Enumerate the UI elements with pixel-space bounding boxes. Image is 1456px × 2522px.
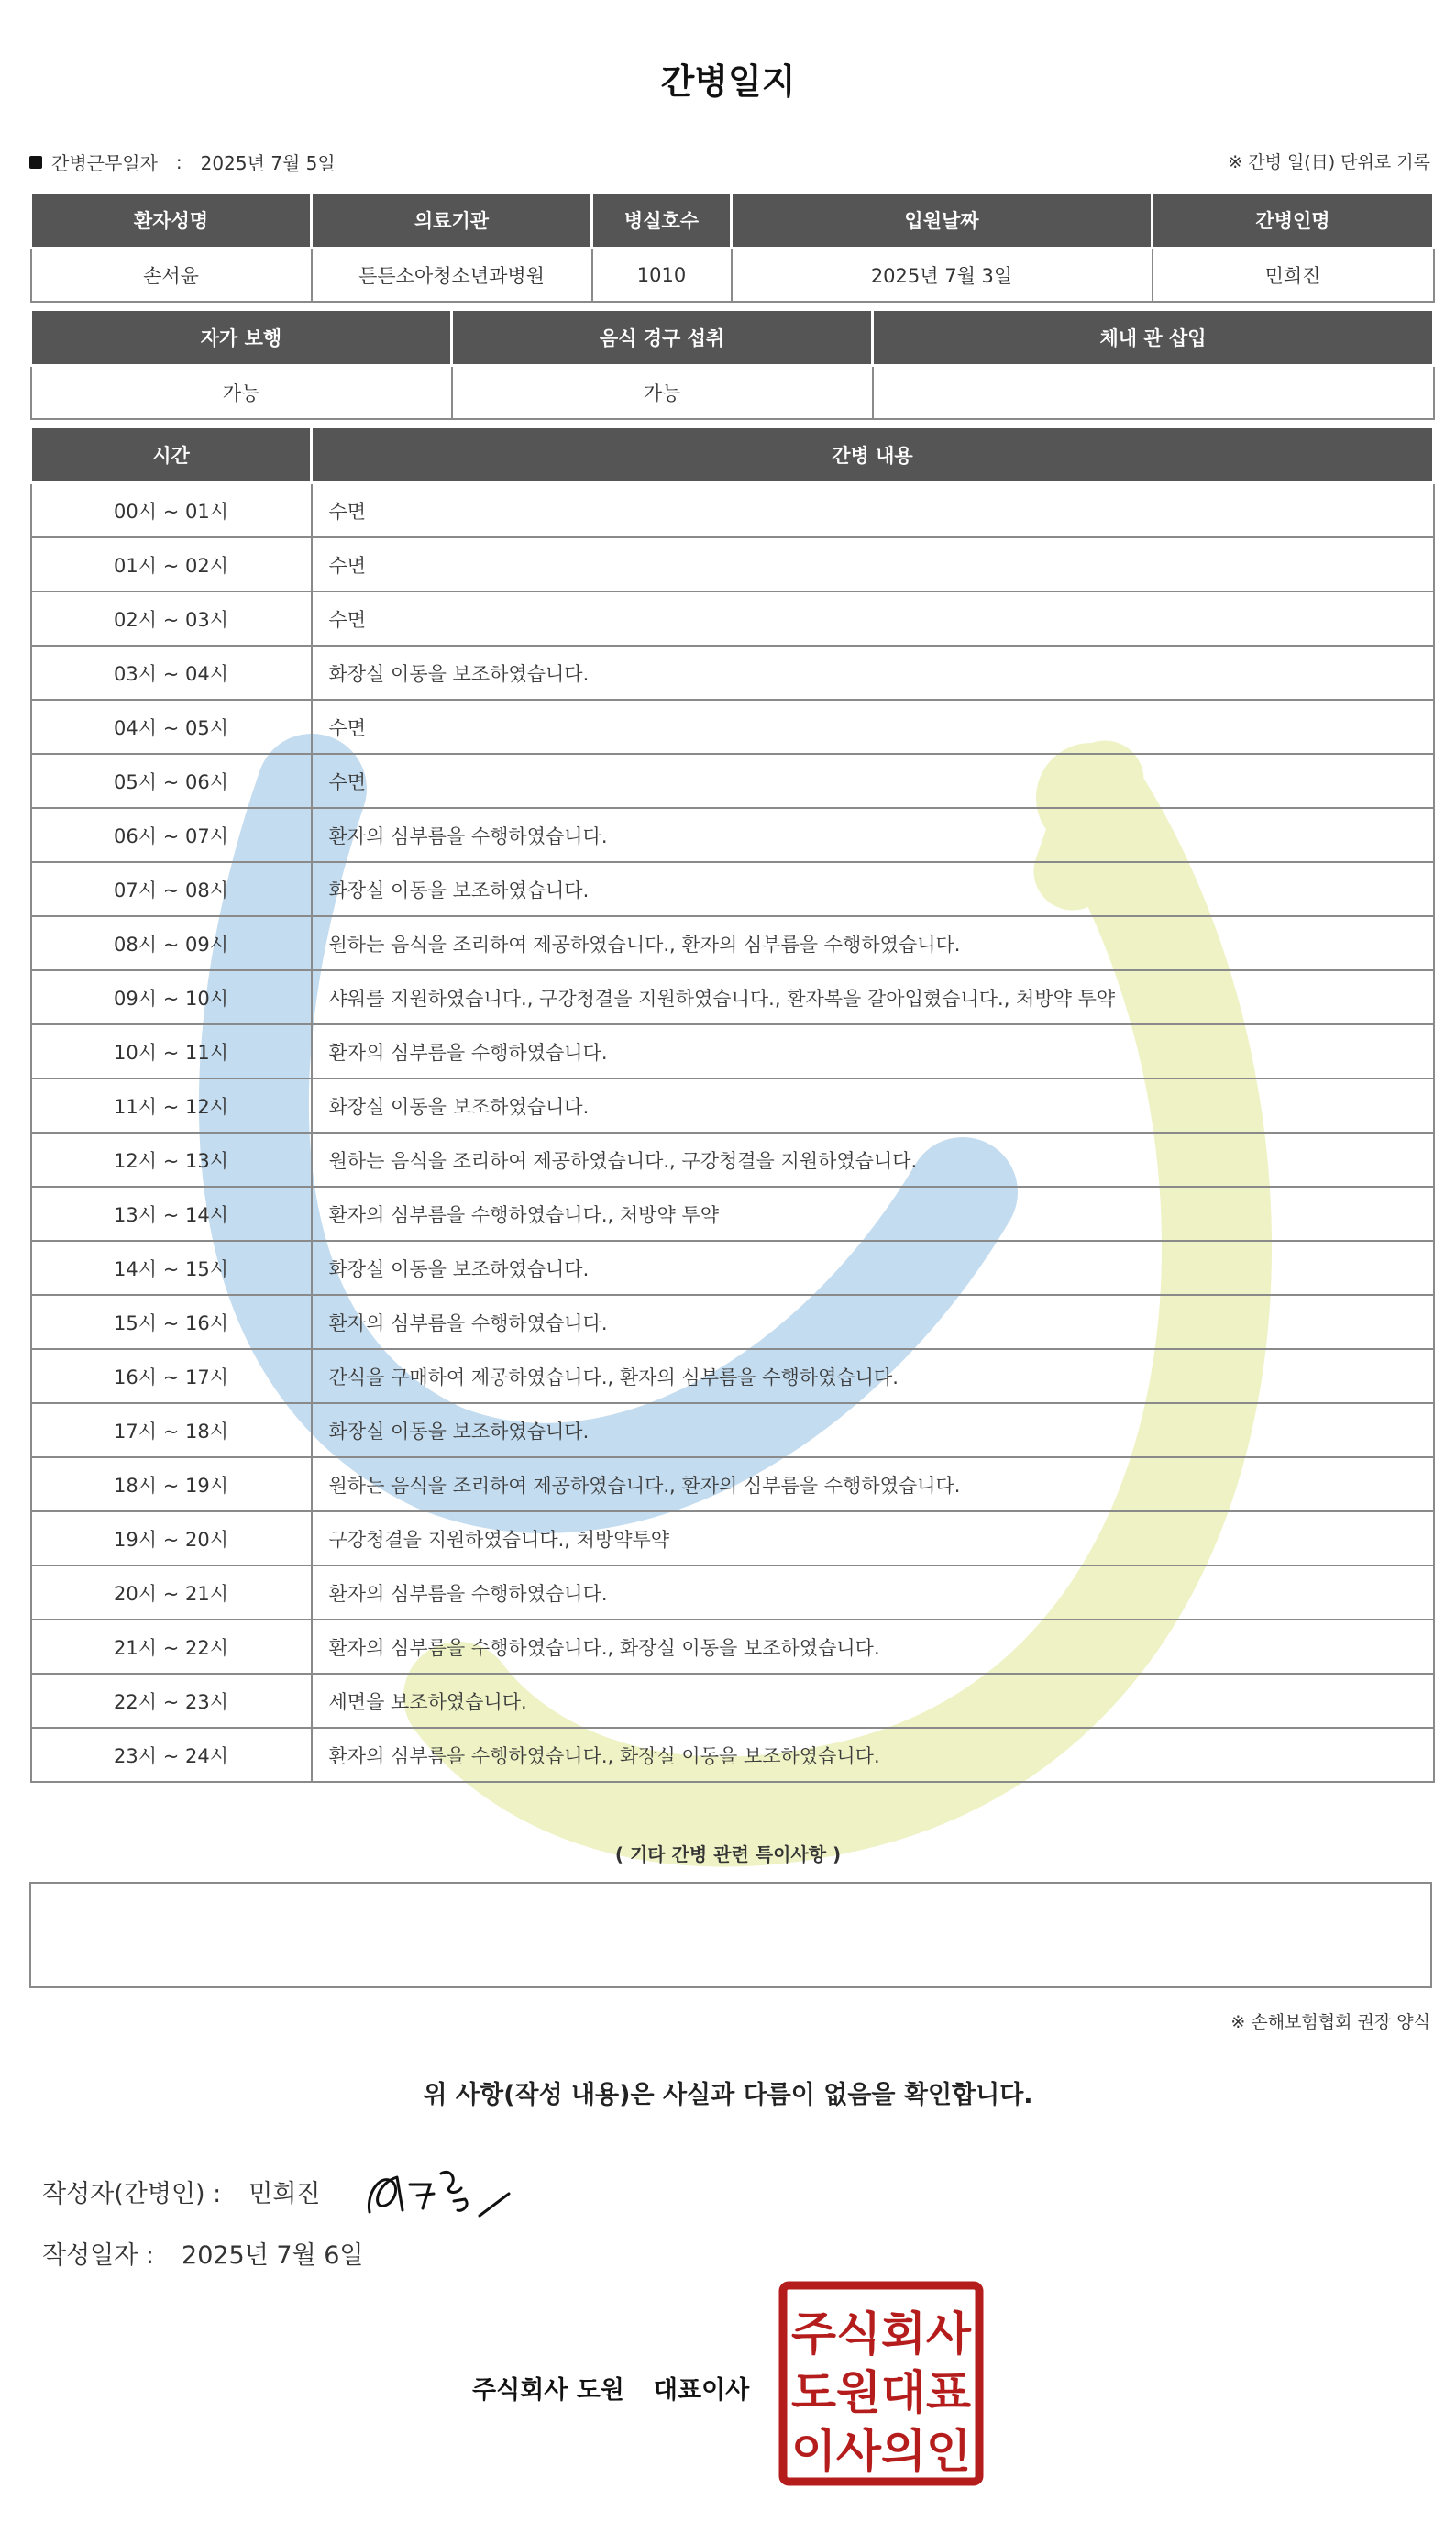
care-log-time: 22시 ~ 23시	[31, 1674, 312, 1728]
patient-status-value-row	[31, 366, 1434, 420]
care-log-time: 00시 ~ 01시	[31, 483, 312, 538]
care-log-row	[31, 1620, 1434, 1674]
care-log-row	[31, 916, 1434, 970]
header-hospital: 의료기관	[312, 193, 592, 249]
work-date-label: 간병근무일자	[51, 152, 158, 174]
patient-name-value: 손서윤	[31, 249, 312, 303]
care-log-row	[31, 483, 1434, 538]
company-signature-line	[472, 2370, 749, 2406]
writer-value: 민희진	[248, 2180, 321, 2208]
care-log-row	[31, 646, 1434, 700]
care-log-content: 세면을 보조하였습니다.	[312, 1674, 1434, 1728]
care-log-content: 환자의 심부름을 수행하였습니다.	[312, 808, 1434, 862]
tube-insertion-value	[873, 366, 1434, 420]
header-room-number: 병실호수	[592, 193, 732, 249]
care-log-time: 05시 ~ 06시	[31, 754, 312, 808]
care-log-time: 17시 ~ 18시	[31, 1403, 312, 1457]
care-log-content: 수면	[312, 754, 1434, 808]
care-log-row	[31, 1295, 1434, 1349]
care-log-content: 화장실 이동을 보조하였습니다.	[312, 862, 1434, 916]
care-log-content: 구강청결을 지원하였습니다., 처방약투약	[312, 1511, 1434, 1565]
care-log-content: 화장실 이동을 보조하였습니다.	[312, 1241, 1434, 1295]
header-tube-insertion: 체내 관 삽입	[873, 310, 1434, 366]
oral-intake-value: 가능	[452, 366, 873, 420]
care-log-time: 21시 ~ 22시	[31, 1620, 312, 1674]
care-log-time: 12시 ~ 13시	[31, 1133, 312, 1187]
seal-line-3: 이사의인	[791, 2425, 971, 2478]
care-log-content: 환자의 심부름을 수행하였습니다., 화장실 이동을 보조하였습니다.	[312, 1620, 1434, 1674]
care-log-content: 환자의 심부름을 수행하였습니다.	[312, 1024, 1434, 1078]
care-log-time: 18시 ~ 19시	[31, 1457, 312, 1511]
care-log-row	[31, 1511, 1434, 1565]
special-notes-box	[29, 1882, 1432, 1988]
special-notes-title: ( 기타 간병 관련 특이사항 )	[614, 1843, 842, 1865]
care-log-time: 08시 ~ 09시	[31, 916, 312, 970]
care-log-content: 원하는 음식을 조리하여 제공하였습니다., 구강청결을 지원하였습니다.	[312, 1133, 1434, 1187]
ceo-title: 대표이사	[653, 2376, 750, 2405]
seal-line-1: 주식회사	[791, 2307, 972, 2361]
page-title: 간병일지	[660, 61, 796, 102]
care-log-time: 02시 ~ 03시	[31, 592, 312, 646]
written-date-value: 2025년 7월 6일	[182, 2241, 364, 2270]
written-date-row	[42, 2235, 364, 2271]
confirmation-statement: 위 사항(작성 내용)은 사실과 다름이 없음을 확인합니다.	[423, 2081, 1033, 2109]
care-log-time: 04시 ~ 05시	[31, 700, 312, 754]
care-log-row	[31, 1024, 1434, 1078]
patient-info-value-row	[31, 249, 1434, 303]
care-log-content: 화장실 이동을 보조하였습니다.	[312, 646, 1434, 700]
care-log-content: 환자의 심부름을 수행하였습니다., 처방약 투약	[312, 1187, 1434, 1241]
care-log-time: 20시 ~ 21시	[31, 1565, 312, 1620]
care-log-time: 09시 ~ 10시	[31, 970, 312, 1024]
care-log-content: 간식을 구매하여 제공하였습니다., 환자의 심부름을 수행하였습니다.	[312, 1349, 1434, 1403]
admission-date-value: 2025년 7월 3일	[732, 249, 1153, 303]
record-unit-note: ※ 간병 일(日) 단위로 기록	[1228, 152, 1430, 172]
header-time: 시간	[31, 427, 312, 483]
room-number-value: 1010	[592, 249, 732, 303]
care-log-row	[31, 1457, 1434, 1511]
care-log-time: 06시 ~ 07시	[31, 808, 312, 862]
writer-label: 작성자(간병인) :	[42, 2180, 222, 2208]
caregiver-name-value: 민희진	[1153, 249, 1434, 303]
writer-row	[42, 2174, 321, 2209]
care-log-row	[31, 1728, 1434, 1782]
company-seal-stamp	[778, 2280, 985, 2487]
care-log-time: 19시 ~ 20시	[31, 1511, 312, 1565]
care-log-content: 수면	[312, 592, 1434, 646]
care-log-time: 23시 ~ 24시	[31, 1728, 312, 1782]
care-log-time: 03시 ~ 04시	[31, 646, 312, 700]
written-date-label: 작성일자 :	[42, 2241, 155, 2270]
work-date-value: 2025년 7월 5일	[200, 152, 336, 174]
care-log-time: 07시 ~ 08시	[31, 862, 312, 916]
care-log-content: 환자의 심부름을 수행하였습니다.	[312, 1565, 1434, 1620]
header-patient-name: 환자성명	[31, 193, 312, 249]
care-log-time: 10시 ~ 11시	[31, 1024, 312, 1078]
care-log-time: 01시 ~ 02시	[31, 537, 312, 592]
patient-status-header-row	[31, 310, 1434, 366]
care-log-row	[31, 1403, 1434, 1457]
care-log-content: 수면	[312, 537, 1434, 592]
bullet-square-icon	[29, 156, 42, 169]
header-self-walking: 자가 보행	[31, 310, 452, 366]
form-source-note: ※ 손해보험협회 권장 양식	[1230, 2012, 1430, 2032]
care-log-row	[31, 1241, 1434, 1295]
care-log-content: 환자의 심부름을 수행하였습니다., 화장실 이동을 보조하였습니다.	[312, 1728, 1434, 1782]
care-log-content: 원하는 음식을 조리하여 제공하였습니다., 환자의 심부름을 수행하였습니다.	[312, 1457, 1434, 1511]
care-log-row	[31, 970, 1434, 1024]
care-log-row	[31, 1133, 1434, 1187]
work-date-row	[29, 149, 336, 175]
handwritten-signature	[362, 2155, 527, 2229]
care-log-content: 원하는 음식을 조리하여 제공하였습니다., 환자의 심부름을 수행하였습니다.	[312, 916, 1434, 970]
care-log-row	[31, 700, 1434, 754]
company-name: 주식회사 도원	[472, 2376, 624, 2405]
seal-line-2: 도원대표	[791, 2366, 972, 2419]
care-log-time: 11시 ~ 12시	[31, 1078, 312, 1133]
care-log-header-row	[31, 427, 1434, 483]
care-log-table	[29, 426, 1435, 1783]
care-log-content: 화장실 이동을 보조하였습니다.	[312, 1403, 1434, 1457]
care-log-time: 14시 ~ 15시	[31, 1241, 312, 1295]
hospital-value: 튼튼소아청소년과병원	[312, 249, 592, 303]
header-oral-intake: 음식 경구 섭취	[452, 310, 873, 366]
care-log-content: 샤워를 지원하였습니다., 구강청결을 지원하였습니다., 환자복을 갈아입혔습니다., 처방약 투약	[312, 970, 1434, 1024]
care-log-time: 13시 ~ 14시	[31, 1187, 312, 1241]
header-care-content: 간병 내용	[312, 427, 1434, 483]
self-walking-value: 가능	[31, 366, 452, 420]
care-log-row	[31, 537, 1434, 592]
care-log-row	[31, 754, 1434, 808]
care-log-content: 수면	[312, 700, 1434, 754]
care-log-content: 수면	[312, 483, 1434, 538]
care-log-time: 15시 ~ 16시	[31, 1295, 312, 1349]
care-log-row	[31, 1674, 1434, 1728]
work-date-colon: :	[175, 150, 182, 173]
care-log-time: 16시 ~ 17시	[31, 1349, 312, 1403]
care-log-content: 화장실 이동을 보조하였습니다.	[312, 1078, 1434, 1133]
patient-status-table	[29, 308, 1435, 420]
care-log-row	[31, 1078, 1434, 1133]
patient-info-header-row	[31, 193, 1434, 249]
care-log-row	[31, 1187, 1434, 1241]
care-log-row	[31, 592, 1434, 646]
header-admission-date: 입원날짜	[732, 193, 1153, 249]
care-log-row	[31, 1349, 1434, 1403]
care-log-content: 환자의 심부름을 수행하였습니다.	[312, 1295, 1434, 1349]
care-log-row	[31, 862, 1434, 916]
care-log-row	[31, 808, 1434, 862]
patient-info-table	[29, 191, 1435, 303]
care-log-row	[31, 1565, 1434, 1620]
header-caregiver-name: 간병인명	[1153, 193, 1434, 249]
